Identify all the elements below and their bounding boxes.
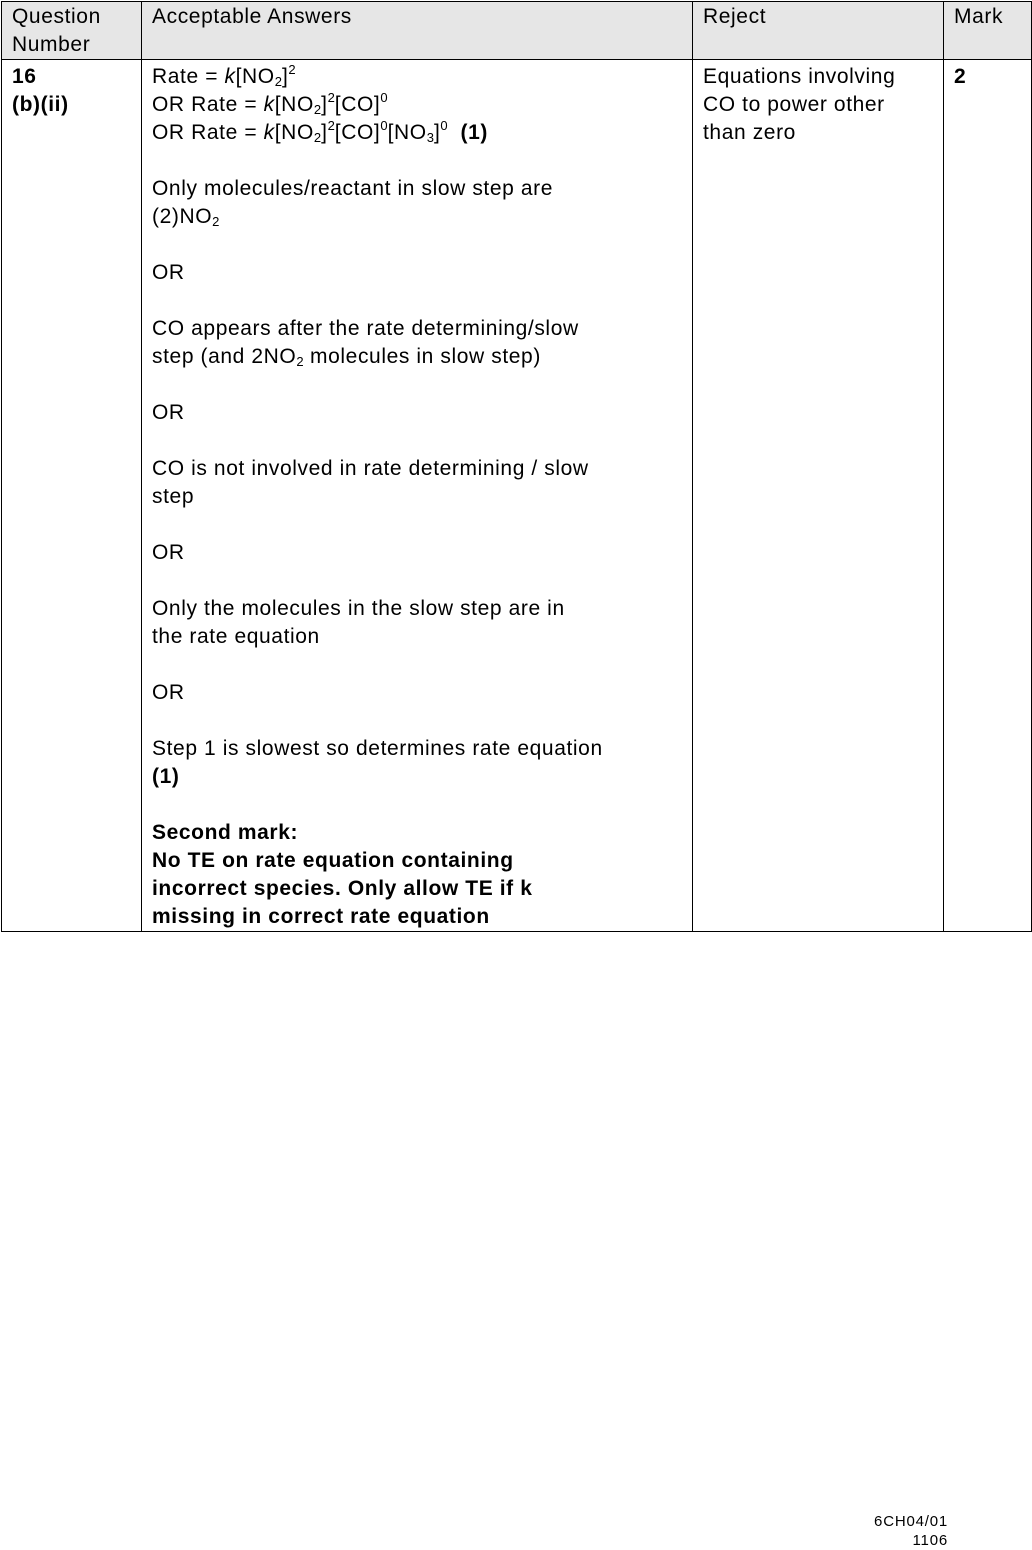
answer-only-molecules: Only molecules/reactant in slow step are xyxy=(152,177,554,200)
rate-equation-2: OR Rate = $k[NO_2]^2[CO]^0$ xyxy=(152,90,388,117)
paper-code: 6CH04/01 xyxy=(874,1513,948,1530)
paper-date: 1106 xyxy=(912,1532,948,1549)
rate-equation-1: Rate = $k[NO_2]^2$ xyxy=(152,62,296,89)
question-number-cell xyxy=(2,60,142,932)
second-mark-note: No TE on rate equation containing xyxy=(152,849,514,872)
header-acceptable-answers: Acceptable Answers xyxy=(142,2,693,60)
answer-co-appears: CO appears after the rate determining/slow xyxy=(152,317,579,340)
or-separator: OR xyxy=(152,401,185,424)
answer-step-1: Step 1 is slowest so determines rate equation xyxy=(152,737,603,760)
acceptable-answers-cell: Rate = $k[NO_2]^2$ OR Rate = $k[NO_2]^2[CO]^0$ OR Rate = $k[NO_2]^2[CO]^0[NO_3]^0$ (1) Only molecules/reactant in slow step are $(2)NO_2$ OR CO appears after the rate determining/slow step (and $2NO_2$ molecules in slow step) OR CO is not involved in rate determining / slow step OR Only the molecules in the slow step are in the rate equation OR Step 1 is slowest so determines rate equation (1) Second mark: No TE on rate equation containing incorrect species. Only allow TE if k missing in correct rate equation xyxy=(142,60,693,932)
mark-value: 2 xyxy=(954,65,967,88)
or-separator: OR xyxy=(152,681,185,704)
reject-cell: Equations involving CO to power other than zero xyxy=(693,60,944,932)
or-separator: OR xyxy=(152,541,185,564)
header-reject: Reject xyxy=(693,2,944,60)
table-row xyxy=(2,60,1032,932)
mark-1-second: (1) xyxy=(152,765,180,788)
header-mark: Mark xyxy=(944,2,1032,60)
mark-scheme-table xyxy=(1,1,1032,932)
answer-co-not-involved: CO is not involved in rate determining / slow xyxy=(152,457,589,480)
answer-only-the-molecules: Only the molecules in the slow step are in xyxy=(152,597,565,620)
second-mark-heading: Second mark: xyxy=(152,821,299,844)
or-separator: OR xyxy=(152,261,185,284)
page-footer xyxy=(874,1512,948,1550)
question-part: (b)(ii) xyxy=(12,93,69,116)
header-row xyxy=(2,2,1032,60)
mark-cell xyxy=(944,60,1032,932)
mark-1: (1) xyxy=(460,121,488,144)
rate-equation-3: OR Rate = $k[NO_2]^2[CO]^0[NO_3]^0$ (1) xyxy=(152,118,488,145)
header-question-number: Question Number xyxy=(2,2,142,60)
question-number: 16 xyxy=(12,65,37,88)
